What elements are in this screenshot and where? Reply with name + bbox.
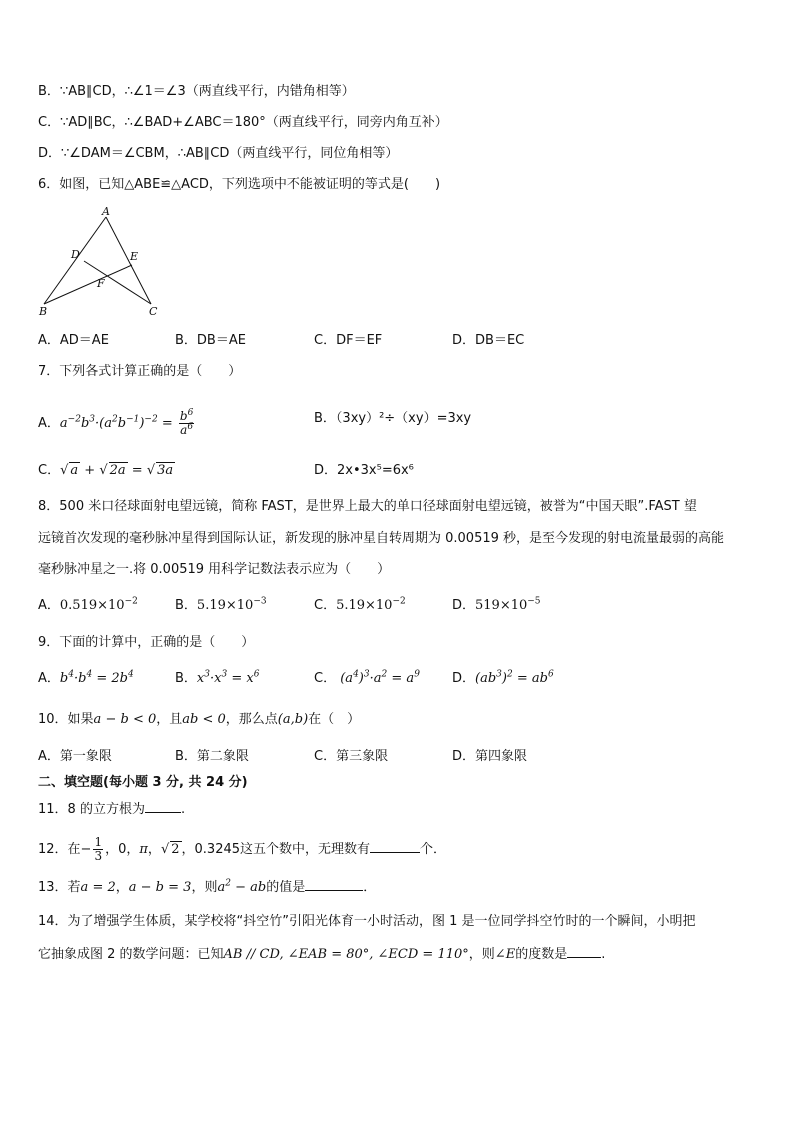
figure-label-f: F xyxy=(97,277,105,290)
q10-option-b: B．第二象限 xyxy=(175,749,249,764)
section-heading: 二、填空题(每小题 3 分, 共 24 分) xyxy=(38,775,248,790)
q8-option-a: A．$0.519\times 10^{-2}$ xyxy=(38,596,138,613)
q7-option-b: B．（3xy）²÷（xy）=3xy xyxy=(314,411,472,426)
q14-line-1: 14．为了增强学生体质，某学校将“抖空竹”引阳光体育一小时活动，图 1 是一位同学抖空竹时的一个瞬间，小明把 xyxy=(38,914,696,929)
q10-option-c: C．第三象限 xyxy=(314,749,389,764)
q6-stem: 6．如图，已知△ABE≌△ACD，下列选项中不能被证明的等式是( ) xyxy=(38,177,441,192)
q7-option-c: C．√ a + √ 2a = √ 3a xyxy=(38,463,174,478)
q5-option-b: B．∵AB∥CD，∴∠1＝∠3（两直线平行，内错角相等） xyxy=(38,84,355,99)
q11-answer-blank xyxy=(145,800,181,813)
q12-answer-blank xyxy=(370,840,420,853)
figure-label-d: D xyxy=(71,248,80,261)
q7-stem: 7．下列各式计算正确的是（ ） xyxy=(38,364,242,379)
q8-option-c: C．$5.19\times 10^{-2}$ xyxy=(314,596,406,613)
q9-stem: 9．下面的计算中，正确的是（ ） xyxy=(38,635,255,650)
figure-label-b: B xyxy=(39,305,48,317)
q8-option-b: B．$5.19\times 10^{-3}$ xyxy=(175,596,267,613)
figure-label-a: A xyxy=(102,205,110,218)
q13: 13．若a = 2，a − b = 3，则$a^2$ − ab的值是 ． xyxy=(38,878,377,895)
q8-line-2: 远镜首次发现的毫秒脉冲星得到国际认证，新发现的脉冲星自转周期为 0.00519 秒，是至今发现的射电流量最弱的高能 xyxy=(38,531,725,546)
q12: 12．在− $\frac{1}{3}$ ，0，π，√ 2 ，0.3245这五个数中，无理数有 个． xyxy=(38,835,447,863)
q10-option-d: D．第四象限 xyxy=(452,749,528,764)
figure-side-ac xyxy=(106,217,151,304)
q6-triangle-figure xyxy=(38,205,163,317)
q7-option-a: A．$a^{-2}b^3\cdot(a^2b^{-1})^{-2}$ = $\frac{b^6}{a^6}$ xyxy=(38,410,196,437)
q11: 11．8 的立方根为 . xyxy=(38,802,186,817)
figure-label-e: E xyxy=(130,250,139,263)
q13-answer-blank xyxy=(305,878,363,891)
q6-option-d: D．DB＝EC xyxy=(452,333,525,348)
q7-option-c-formula: √ a + √ 2a = √ 3a xyxy=(60,463,174,478)
figure-segment-cd xyxy=(84,261,151,304)
q8-option-d: D．$519\times 10^{-5}$ xyxy=(452,596,541,613)
q5-option-c: C．∵AD∥BC，∴∠BAD+∠ABC＝180°（两直线平行，同旁内角互补） xyxy=(38,115,448,130)
q6-option-c: C．DF＝EF xyxy=(314,333,383,348)
q8-line-1: 8．500 米口径球面射电望远镜，简称 FAST，是世界上最大的单口径球面射电望远镜，被誉为“中国天眼”.FAST 望 xyxy=(38,499,697,514)
q14-answer-blank xyxy=(567,945,601,958)
q7-option-a-formula: $a^{-2}b^3\cdot(a^2b^{-1})^{-2}$ = $\frac{b^6}{a^6}$ xyxy=(59,408,194,437)
q14-line-2: 它抽象成图 2 的数学问题：已知AB // CD, ∠EAB = 80°, ∠ECD = 110°，则∠E的度数是 . xyxy=(38,947,606,962)
q10-option-a: A．第一象限 xyxy=(38,749,112,764)
q9-option-d: D．$(ab^3)^2 = ab^6$ xyxy=(452,669,554,686)
q10-stem: 10．如果a − b < 0，且ab < 0，那么点(a,b)在（ ） xyxy=(38,712,361,727)
q9-option-a: A．$b^4\cdot b^4 = 2b^4$ xyxy=(38,669,134,686)
figure-segment-be xyxy=(44,265,132,304)
q5-option-d: D．∵∠DAM＝∠CBM，∴AB∥CD（两直线平行，同位角相等） xyxy=(38,146,399,161)
q8-line-3: 毫秒脉冲星之一.将 0.00519 用科学记数法表示应为（ ） xyxy=(38,562,391,577)
q6-option-a: A．AD＝AE xyxy=(38,333,109,348)
figure-label-c: C xyxy=(149,305,158,317)
q9-option-c: C． $(a^4)^3\cdot a^2 = a^9$ xyxy=(314,669,420,686)
q7-option-d: D．2x•3x⁵=6x⁶ xyxy=(314,463,414,478)
q6-option-b: B．DB＝AE xyxy=(175,333,246,348)
q9-option-b: B．$x^3\cdot x^3 = x^6$ xyxy=(175,669,260,686)
